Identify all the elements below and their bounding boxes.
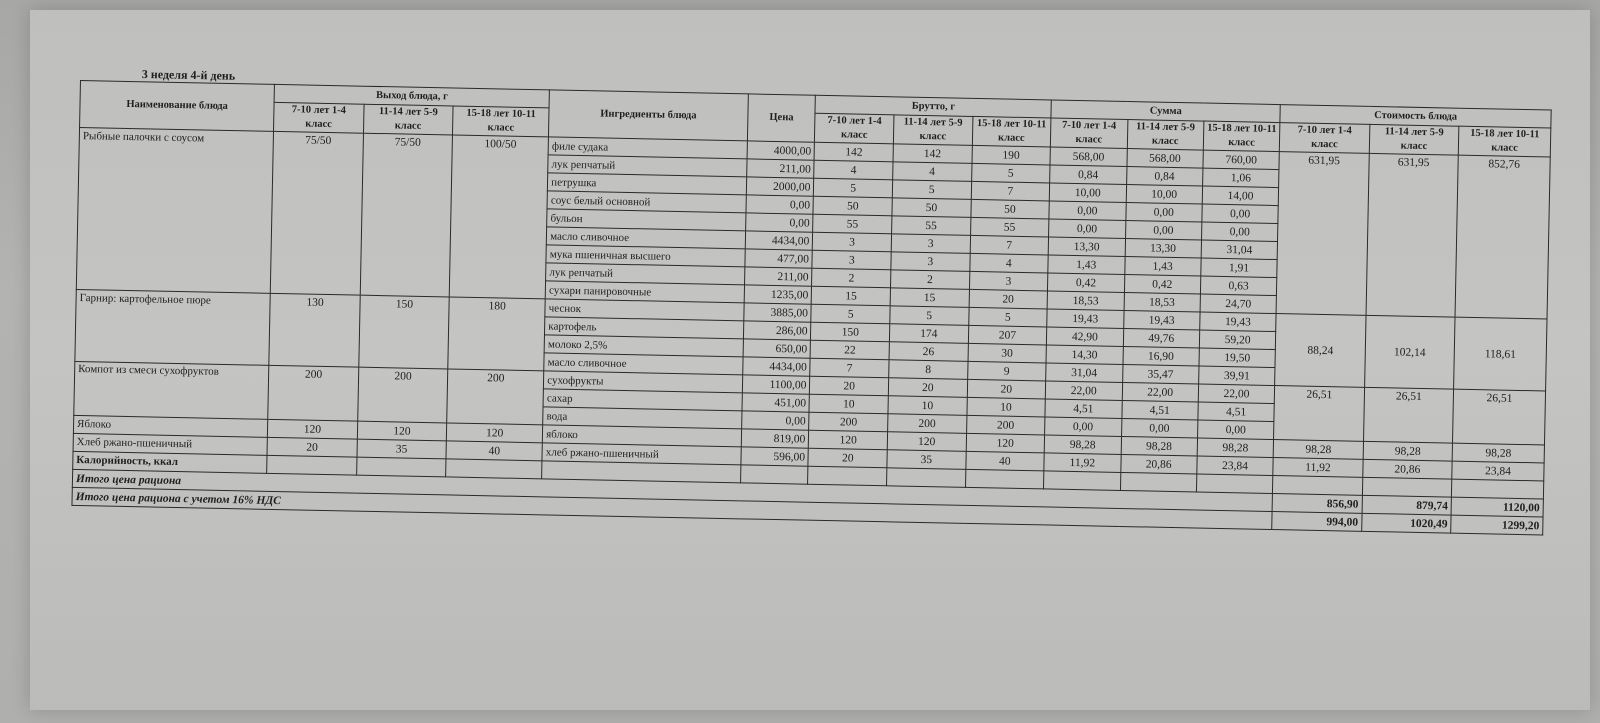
brutto-age3: 200 bbox=[966, 415, 1045, 435]
sum-age1: 11,92 bbox=[1044, 453, 1121, 473]
brutto-age2: 174 bbox=[889, 324, 968, 344]
empty-cell bbox=[1273, 476, 1363, 496]
brutto-age2: 2 bbox=[890, 270, 969, 290]
sum-age1: 98,28 bbox=[1044, 435, 1121, 455]
ingredient-price: 1100,00 bbox=[742, 375, 810, 394]
ingredient-price: 211,00 bbox=[744, 267, 812, 286]
sum-age2: 16,90 bbox=[1123, 346, 1200, 366]
brutto-age1: 142 bbox=[814, 142, 893, 162]
ingredient-price: 4434,00 bbox=[743, 357, 811, 376]
dish-yield-bread-age3: 40 bbox=[446, 441, 542, 461]
ingredient-price: 477,00 bbox=[745, 249, 813, 268]
sum-age2: 1,43 bbox=[1124, 257, 1201, 277]
header-cost-age2: 11-14 лет 5-9 класс bbox=[1369, 124, 1459, 155]
sum-age1: 0,84 bbox=[1050, 165, 1127, 185]
header-price: Цена bbox=[747, 94, 816, 142]
empty-cell bbox=[446, 459, 542, 479]
header-sum-age3: 15-18 лет 10-11 класс bbox=[1203, 121, 1280, 152]
sum-age3: 24,70 bbox=[1200, 294, 1277, 314]
sum-age3: 31,04 bbox=[1201, 240, 1278, 260]
brutto-age3: 40 bbox=[965, 451, 1044, 471]
brutto-age3: 7 bbox=[971, 181, 1050, 201]
sum-age3: 98,28 bbox=[1197, 438, 1274, 458]
ingredient-price: 0,00 bbox=[745, 213, 813, 232]
sum-age2: 0,00 bbox=[1125, 203, 1202, 223]
header-yield: Выход блюда, г bbox=[274, 84, 549, 108]
header-cost-age3: 15-18 лет 10-11 класс bbox=[1458, 126, 1550, 157]
dish-yield-garnish-age3: 180 bbox=[448, 297, 545, 371]
brutto-age1: 150 bbox=[811, 322, 890, 342]
empty-cell bbox=[1044, 471, 1121, 491]
sum-age3: 19,43 bbox=[1200, 312, 1277, 332]
dish-yield-apple-age1: 120 bbox=[268, 419, 358, 439]
brutto-age2: 15 bbox=[890, 288, 969, 308]
cost-apple-age3: 98,28 bbox=[1452, 443, 1544, 463]
menu-table-wrap bbox=[71, 80, 1551, 535]
cost-apple-age2: 98,28 bbox=[1363, 441, 1453, 461]
empty-cell bbox=[1362, 477, 1452, 497]
page-title: 3 неделя 4-й день bbox=[141, 67, 236, 83]
sum-age1: 42,90 bbox=[1047, 327, 1124, 347]
sum-age1: 31,04 bbox=[1046, 363, 1123, 383]
ingredient-price: 286,00 bbox=[743, 321, 811, 340]
empty-cell bbox=[965, 469, 1044, 489]
brutto-age2: 10 bbox=[888, 396, 967, 416]
cost-compote-age3: 26,51 bbox=[1453, 389, 1546, 445]
brutto-age1: 200 bbox=[809, 412, 888, 432]
sum-age2: 98,28 bbox=[1121, 436, 1198, 456]
sum-age2: 0,42 bbox=[1124, 274, 1201, 294]
ingredient-price: 3885,00 bbox=[744, 303, 812, 322]
dish-name-fish: Рыбные палочки с соусом bbox=[76, 128, 273, 294]
total-vat-label: Итого цена рациона с учетом 16% НДС bbox=[72, 487, 1272, 529]
total-vat-age1: 994,00 bbox=[1272, 512, 1362, 532]
sum-age3: 1,91 bbox=[1201, 258, 1278, 278]
menu-table bbox=[71, 80, 1551, 535]
header-sum-age2: 11-14 лет 5-9 класс bbox=[1127, 120, 1204, 151]
ingredient-price: 1235,00 bbox=[744, 285, 812, 304]
empty-cell bbox=[1196, 474, 1273, 494]
brutto-age2: 142 bbox=[893, 144, 972, 164]
sum-age1: 0,42 bbox=[1048, 273, 1125, 293]
empty-cell bbox=[740, 465, 808, 484]
ingredient-name: петрушка bbox=[548, 173, 747, 195]
ingredient-name: лук репчатый bbox=[548, 155, 747, 177]
dish-yield-bread-age2: 35 bbox=[357, 439, 447, 459]
ingredient-name: бульон bbox=[547, 209, 746, 231]
brutto-age1: 15 bbox=[812, 286, 891, 306]
dish-yield-compote-age1: 200 bbox=[268, 365, 359, 421]
brutto-age1: 3 bbox=[812, 250, 891, 270]
dish-yield-garnish-age1: 130 bbox=[269, 293, 360, 367]
empty-cell bbox=[267, 455, 357, 475]
brutto-age3: 5 bbox=[971, 163, 1050, 183]
empty-cell bbox=[808, 466, 887, 486]
brutto-age1: 2 bbox=[812, 268, 891, 288]
total-vat-age2: 1020,49 bbox=[1361, 513, 1451, 533]
sum-age2: 0,84 bbox=[1126, 167, 1203, 187]
sum-age1: 0,00 bbox=[1045, 417, 1122, 437]
sum-age1: 22,00 bbox=[1045, 381, 1122, 401]
brutto-age1: 10 bbox=[809, 394, 888, 414]
sum-age3: 22,00 bbox=[1198, 384, 1275, 404]
brutto-age1: 120 bbox=[809, 430, 888, 450]
brutto-age2: 5 bbox=[890, 306, 969, 326]
brutto-age3: 120 bbox=[966, 433, 1045, 453]
sum-age2: 19,43 bbox=[1123, 310, 1200, 330]
calories-label: Калорийность, ккал bbox=[73, 451, 268, 473]
ingredient-name: соус белый основной bbox=[547, 191, 746, 213]
ingredient-price: 819,00 bbox=[741, 429, 809, 448]
header-dish-name: Наименование блюда bbox=[80, 81, 275, 132]
brutto-age3: 10 bbox=[967, 397, 1046, 417]
header-brutto-age3: 15-18 лет 10-11 класс bbox=[972, 116, 1051, 147]
sum-age3: 0,00 bbox=[1197, 420, 1274, 440]
ingredient-price: 0,00 bbox=[741, 411, 809, 430]
cost-garnish-age2: 102,14 bbox=[1364, 315, 1455, 389]
ingredient-price: 2000,00 bbox=[746, 177, 814, 196]
ingredient-price: 451,00 bbox=[742, 393, 810, 412]
brutto-age1: 22 bbox=[811, 340, 890, 360]
header-brutto: Брутто, г bbox=[815, 95, 1051, 118]
sum-age3: 4,51 bbox=[1198, 402, 1275, 422]
brutto-age1: 20 bbox=[810, 376, 889, 396]
dish-yield-garnish-age2: 150 bbox=[358, 295, 449, 369]
brutto-age2: 200 bbox=[888, 414, 967, 434]
brutto-age3: 207 bbox=[968, 325, 1047, 345]
ingredient-name: картофель bbox=[545, 317, 744, 339]
header-ingredients: Ингредиенты блюда bbox=[549, 90, 748, 141]
sum-age1: 13,30 bbox=[1048, 237, 1125, 257]
brutto-age1: 5 bbox=[811, 304, 890, 324]
ingredient-name: сахар bbox=[543, 389, 742, 411]
ingredient-name: молоко 2,5% bbox=[544, 335, 743, 357]
sum-age1: 0,00 bbox=[1049, 219, 1126, 239]
sum-age2: 35,47 bbox=[1122, 364, 1199, 384]
dish-yield-compote-age2: 200 bbox=[357, 367, 448, 423]
sum-age3: 14,00 bbox=[1202, 186, 1279, 206]
total-age2: 879,74 bbox=[1362, 495, 1452, 515]
ingredient-name: яблоко bbox=[543, 425, 742, 447]
ingredient-name: лук репчатый bbox=[546, 263, 745, 285]
sum-age2: 13,30 bbox=[1125, 239, 1202, 259]
sum-age3: 19,50 bbox=[1199, 348, 1276, 368]
sum-age3: 760,00 bbox=[1203, 150, 1280, 170]
brutto-age3: 5 bbox=[968, 307, 1047, 327]
header-yield-age3: 15-18 лет 10-11 класс bbox=[453, 106, 550, 137]
sum-age1: 19,43 bbox=[1047, 309, 1124, 329]
sum-age2: 0,00 bbox=[1121, 418, 1198, 438]
empty-cell bbox=[887, 468, 966, 488]
brutto-age3: 50 bbox=[970, 199, 1049, 219]
sum-age1: 568,00 bbox=[1050, 147, 1127, 167]
brutto-age2: 3 bbox=[891, 234, 970, 254]
empty-cell bbox=[356, 457, 446, 477]
dish-name-apple: Яблоко bbox=[73, 415, 268, 437]
sum-age2: 49,76 bbox=[1123, 328, 1200, 348]
cost-garnish-age1: 88,24 bbox=[1275, 314, 1366, 388]
ingredient-name: масло сливочное bbox=[546, 227, 745, 249]
brutto-age1: 3 bbox=[813, 232, 892, 252]
dish-name-garnish: Гарнир: картофельное пюре bbox=[75, 289, 271, 365]
brutto-age3: 9 bbox=[967, 361, 1046, 381]
cost-fish-age1: 631,95 bbox=[1276, 152, 1369, 316]
ingredient-name: хлеб ржано-пшеничный bbox=[542, 443, 741, 465]
sum-age3: 0,00 bbox=[1202, 204, 1279, 224]
brutto-age1: 7 bbox=[810, 358, 889, 378]
header-yield-age2: 11-14 лет 5-9 класс bbox=[363, 104, 453, 135]
dish-yield-compote-age3: 200 bbox=[447, 369, 544, 425]
dish-name-compote: Компот из смеси сухофруктов bbox=[74, 361, 269, 419]
brutto-age1: 5 bbox=[814, 178, 893, 198]
ingredient-name: сухофрукты bbox=[544, 371, 743, 393]
brutto-age2: 8 bbox=[889, 360, 968, 380]
brutto-age2: 26 bbox=[889, 342, 968, 362]
brutto-age3: 20 bbox=[969, 289, 1048, 309]
header-brutto-age1: 7-10 лет 1-4 класс bbox=[815, 113, 894, 144]
dish-yield-bread-age1: 20 bbox=[267, 437, 357, 457]
sum-age3: 0,63 bbox=[1200, 276, 1277, 296]
sum-age2: 18,53 bbox=[1124, 292, 1201, 312]
sum-age3: 0,00 bbox=[1201, 222, 1278, 242]
sum-age2: 568,00 bbox=[1126, 149, 1203, 169]
sum-age2: 0,00 bbox=[1125, 221, 1202, 241]
sum-age1: 1,43 bbox=[1048, 255, 1125, 275]
sum-age1: 4,51 bbox=[1045, 399, 1122, 419]
brutto-age2: 5 bbox=[892, 180, 971, 200]
brutto-age3: 20 bbox=[967, 379, 1046, 399]
dish-yield-fish-age1: 75/50 bbox=[270, 131, 363, 295]
header-sum: Сумма bbox=[1051, 100, 1280, 123]
dish-name-bread: Хлеб ржано-пшеничный bbox=[73, 433, 268, 455]
ingredient-price: 211,00 bbox=[746, 159, 814, 178]
ingredient-price: 650,00 bbox=[743, 339, 811, 358]
empty-cell bbox=[1452, 479, 1544, 499]
dish-yield-apple-age2: 120 bbox=[357, 421, 447, 441]
brutto-age3: 30 bbox=[968, 343, 1047, 363]
paper-sheet bbox=[30, 10, 1590, 710]
brutto-age3: 7 bbox=[970, 235, 1049, 255]
total-label: Итого цена рациона bbox=[72, 469, 1272, 511]
empty-cell bbox=[1120, 472, 1197, 492]
sum-age2: 22,00 bbox=[1122, 382, 1199, 402]
brutto-age2: 3 bbox=[891, 252, 970, 272]
cost-fish-age2: 631,95 bbox=[1366, 153, 1459, 317]
sum-age3: 23,84 bbox=[1197, 456, 1274, 476]
cost-garnish-age3: 118,61 bbox=[1454, 317, 1547, 391]
total-age3: 1120,00 bbox=[1451, 497, 1543, 517]
sum-age2: 20,86 bbox=[1120, 454, 1197, 474]
total-age1: 856,90 bbox=[1272, 494, 1362, 514]
ingredient-name: чеснок bbox=[545, 299, 744, 321]
ingredient-name: филе судака bbox=[548, 137, 747, 159]
brutto-age2: 120 bbox=[887, 432, 966, 452]
sum-age1: 18,53 bbox=[1047, 291, 1124, 311]
ingredient-name: сухари панировочные bbox=[545, 281, 744, 303]
sum-age2: 4,51 bbox=[1121, 400, 1198, 420]
cost-apple-age1: 98,28 bbox=[1273, 440, 1363, 460]
brutto-age3: 55 bbox=[970, 217, 1049, 237]
header-cost-age1: 7-10 лет 1-4 класс bbox=[1280, 123, 1370, 154]
brutto-age2: 35 bbox=[887, 450, 966, 470]
dish-yield-fish-age2: 75/50 bbox=[360, 133, 453, 297]
dish-yield-apple-age3: 120 bbox=[446, 423, 542, 443]
brutto-age2: 55 bbox=[892, 216, 971, 236]
sum-age1: 14,30 bbox=[1046, 345, 1123, 365]
brutto-age3: 190 bbox=[972, 145, 1051, 165]
header-sum-age1: 7-10 лет 1-4 класс bbox=[1050, 118, 1127, 149]
brutto-age3: 4 bbox=[969, 253, 1048, 273]
ingredient-price: 596,00 bbox=[741, 447, 809, 466]
cost-compote-age2: 26,51 bbox=[1363, 387, 1454, 443]
cost-fish-age3: 852,76 bbox=[1455, 155, 1550, 319]
brutto-age2: 50 bbox=[892, 198, 971, 218]
brutto-age1: 50 bbox=[813, 196, 892, 216]
dish-yield-fish-age3: 100/50 bbox=[449, 135, 548, 299]
cost-bread-age3: 23,84 bbox=[1452, 461, 1544, 481]
ingredient-price: 4434,00 bbox=[745, 231, 813, 250]
ingredient-name: вода bbox=[543, 407, 742, 429]
header-brutto-age2: 11-14 лет 5-9 класс bbox=[893, 115, 972, 146]
brutto-age1: 4 bbox=[814, 160, 893, 180]
sum-age3: 39,91 bbox=[1198, 366, 1275, 386]
brutto-age3: 3 bbox=[969, 271, 1048, 291]
sum-age3: 1,06 bbox=[1202, 168, 1279, 188]
brutto-age2: 20 bbox=[888, 378, 967, 398]
ingredient-name: мука пшеничная высшего bbox=[546, 245, 745, 267]
ingredient-name: масло сливочное bbox=[544, 353, 743, 375]
sum-age2: 10,00 bbox=[1126, 185, 1203, 205]
brutto-age1: 20 bbox=[808, 448, 887, 468]
header-cost: Стоимость блюда bbox=[1280, 105, 1551, 128]
sum-age1: 10,00 bbox=[1049, 183, 1126, 203]
brutto-age2: 4 bbox=[893, 162, 972, 182]
ingredient-price: 0,00 bbox=[746, 195, 814, 214]
ingredient-price: 4000,00 bbox=[747, 141, 815, 160]
cost-bread-age1: 11,92 bbox=[1273, 458, 1363, 478]
cost-bread-age2: 20,86 bbox=[1363, 459, 1453, 479]
sum-age1: 0,00 bbox=[1049, 201, 1126, 221]
total-vat-age3: 1299,20 bbox=[1451, 515, 1543, 535]
brutto-age1: 55 bbox=[813, 214, 892, 234]
header-yield-age1: 7-10 лет 1-4 класс bbox=[274, 102, 364, 133]
sum-age3: 59,20 bbox=[1199, 330, 1276, 350]
cost-compote-age1: 26,51 bbox=[1274, 386, 1365, 442]
